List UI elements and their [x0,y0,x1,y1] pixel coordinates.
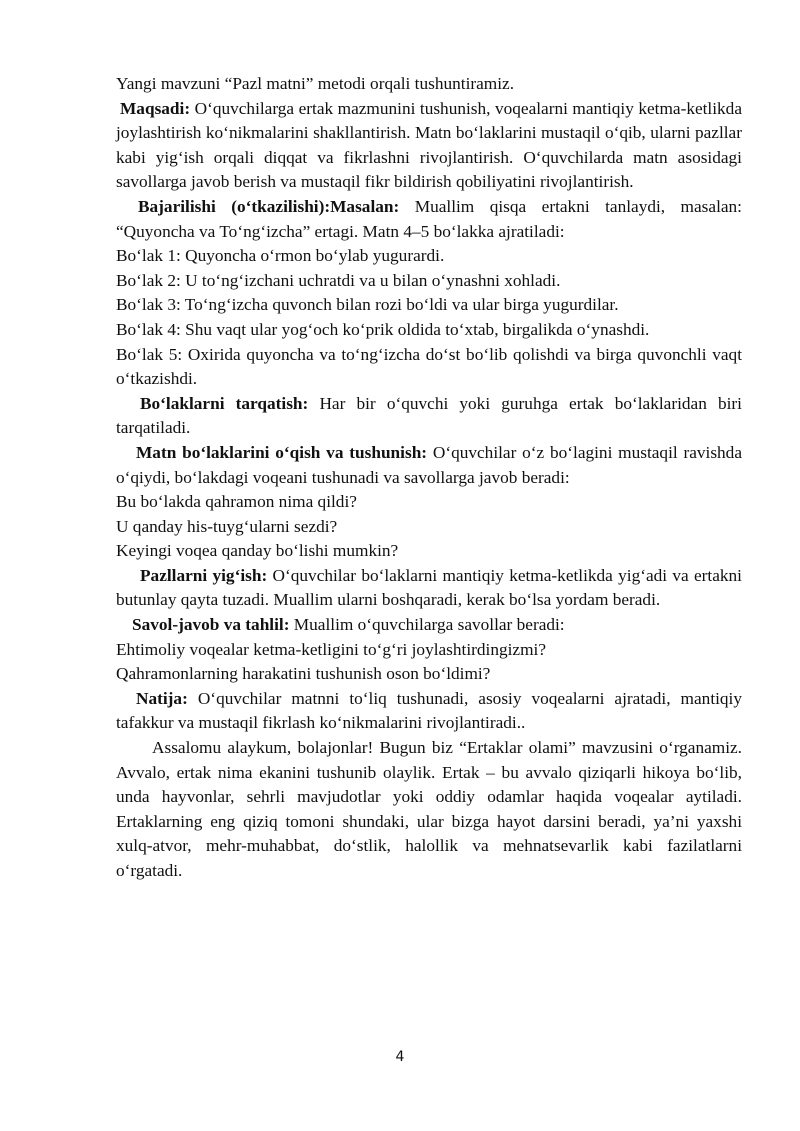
distribution-text: Har bir o‘quvchi yoki guruhga ertak bo‘laklaridan biri tarqatiladi. [116,393,742,438]
distribution-heading: Bo‘laklarni tarqatish: [140,393,309,413]
qa-question-1: Ehtimoliy voqealar ketma-ketligini to‘g‘ri joylashtirdingizmi? [116,639,547,659]
reading-heading: Matn bo‘laklarini o‘qish va tushunish: [136,442,428,462]
qa-heading: Savol-javob va tahlil: [132,615,290,635]
reading-text: O‘quvchilar o‘z bo‘lagini mustaqil ravishda o‘qiydi, bo‘lakdagi voqeani tushunadi va savollarga javob beradi: [116,442,742,487]
part-3-line: Bo‘lak 3: To‘ng‘izcha quvonch bilan rozi bo‘ldi va ular birga yugurdilar. [116,295,619,315]
part-2-line: Bo‘lak 2: U to‘ng‘izchani uchratdi va u bilan o‘ynashni xohladi. [116,270,561,290]
goal-paragraph [116,97,742,195]
reading-paragraph [116,441,742,490]
document-body [116,72,742,884]
part-5-line: Bo‘lak 5: Oxirida quyoncha va to‘ng‘izcha do‘st bo‘lib qolishdi va birga quvonchli vaqt o‘tkazishdi. [116,344,742,389]
result-heading: Natija: [136,688,188,708]
question-2: U qanday his-tuyg‘ularni sezdi? [116,516,338,536]
execution-heading: Bajarilishi (o‘tkazilishi):Masalan: [138,196,400,216]
qa-question-2: Qahramonlarning harakatini tushunish oson bo‘ldimi? [116,664,491,684]
page-number: 4 [395,1049,405,1065]
goal-text: O‘quvchilarga ertak mazmunini tushunish, voqealarni mantiqiy ketma-ketlikda joylashtirish ko‘nikmalarini shakllantirish. Matn bo‘laklarini mustaqil o‘qib, ularni pazllar kabi yig‘ish orqali diqqat va fikrlashni rivojlantirish. O‘quvchilarda matn asosidagi savollarga javob berish va mustaqil fikr bildirish qobiliyatini rivojlantirish. [116,98,742,192]
puzzle-text: O‘quvchilar bo‘laklarni mantiqiy ketma-ketlikda yig‘adi va ertakni butunlay qayta tuzadi. Muallim ularni boshqaradi, kerak bo‘lsa yordam beradi. [116,565,742,610]
qa-text: Muallim o‘quvchilarga savollar beradi: [289,615,565,635]
execution-paragraph [116,195,742,244]
puzzle-heading: Pazllarni yig‘ish: [140,565,268,585]
question-1: Bu bo‘lakda qahramon nima qildi? [116,492,357,512]
question-3: Keyingi voqea qanday bo‘lishi mumkin? [116,541,399,561]
distribution-paragraph [116,392,742,441]
part-1-line: Bo‘lak 1: Quyoncha o‘rmon bo‘ylab yugurardi. [116,246,445,266]
execution-text: Muallim qisqa ertakni tanlaydi, masalan: “Quyoncha va To‘ng‘izcha” ertagi. Matn 4–5 bo‘lakka ajratiladi: [116,196,742,241]
greeting-paragraph: Assalomu alaykum, bolajonlar! Bugun biz “Ertaklar olami” mavzusini o‘rganamiz. Avvalo, ertak nima ekanini tushunib olaylik. Ertak – bu avvalo qiziqarli hikoya bo‘lib, unda hayvonlar, sehrli mavjudotlar yoki oddiy odamlar haqida voqealar aytiladi. Ertaklarning eng qiziq tomoni shundaki, ular bizga hayot darsini beradi, ya’ni yaxshi xulq-atvor, mehr-muhabbat, do‘stlik, halollik va mehnatsevarlik kabi fazilatlarni o‘rgatadi. [116,738,742,880]
part-4-line: Bo‘lak 4: Shu vaqt ular yog‘och ko‘prik oldida to‘xtab, birgalikda o‘ynashdi. [116,319,650,339]
result-text: O‘quvchilar matnni to‘liq tushunadi, asosiy voqealarni ajratadi, mantiqiy tafakkur va mustaqil fikrlash ko‘nikmalarini rivojlantiradi.. [116,688,742,733]
qa-paragraph [116,613,742,638]
result-paragraph [116,687,742,736]
intro-line: Yangi mavzuni “Pazl matni” metodi orqali tushuntiramiz. [116,74,515,93]
goal-heading: Maqsadi: [120,98,191,118]
puzzle-paragraph [116,564,742,613]
